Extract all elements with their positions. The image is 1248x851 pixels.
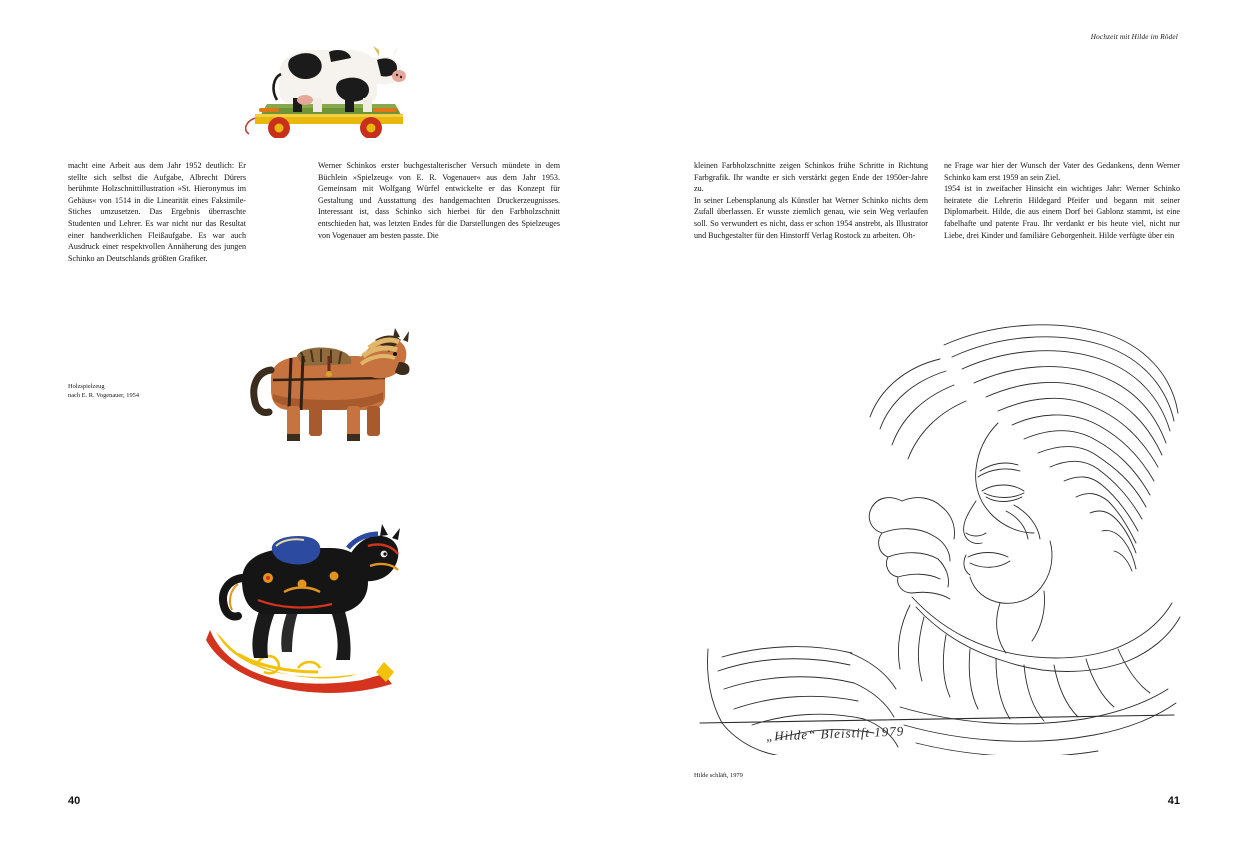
paragraph: kleinen Farbholzschnitte zeigen Schinkos frühe Schritte in Richtung Farbgrafik. Ihr wandte er sich verstärkt gegen Ende der 1950er-Jahre zu. In seiner Lebensplanung als Künstler hat Werner Schinko nichts dem Zufall überlassen. Er wusste ziemlich genau, wie sein Weg verlaufen soll. So verwundert es nicht, dass er schon 1954 anstrebt, als Illustrator und Buchgestalter für den Hinstorff Verlag Rostock zu arbeiten. Oh- [694, 161, 928, 240]
paragraph: ne Frage war hier der Wunsch der Vater des Gedankens, denn Werner Schinko kam erst 1959 an sein Ziel. 1954 ist in zweifacher Hinsicht ein wichtiges Jahr: Werner Schinko heiratete die Lehrerin Hildegard Pfeifer und begann mit seiner Diplomarbeit. Hilde, die aus einem Dorf bei Gablonz stammt, ist eine fabelhafte und patente Frau. Ihr verdankt er bis heute viel, nicht nur Liebe, drei Kinder und familiäre Geborgenheit. Hilde verfügte über ein [944, 161, 1180, 240]
body-text-column-2 [318, 160, 560, 241]
pencil-drawing-sleeping-hilde [694, 305, 1181, 755]
caption-wooden-toys [68, 382, 218, 401]
drawing-signature: „Hilde“ Bleistift 1979 [765, 723, 905, 744]
caption-text: Holzspielzeug nach E. R. Vogenauer, 1954 [68, 383, 140, 400]
running-head: Hochzeit mit Hilde im Rödel [1090, 33, 1178, 41]
folio-right: 41 [1167, 795, 1180, 807]
caption-drawing [694, 771, 874, 780]
paragraph: Werner Schinkos erster buchgestalterischer Versuch mündete in dem Büchlein »Spielzeug« von E. R. Vogenauer« aus dem Jahr 1953. Gemeinsam mit Wolfgang Würfel entwickelte er das Konzept für Gestaltung und Ausstattung des handgemachten Druckerzeugnisses. Interessant ist, dass Schinko sich hierbei für den Farbholzschnitt entschieden hat, was letzten Endes für die Darstellungen des Spielzeuges von Vogenauer am besten passte. Die [318, 161, 560, 240]
wooden-rocking-horse-toy [198, 522, 423, 698]
body-text-column-4 [944, 160, 1180, 241]
wooden-draft-horse-toy [243, 322, 419, 454]
page-right [624, 0, 1248, 851]
body-text-column-3 [694, 160, 928, 241]
caption-text: Hilde schläft, 1979 [694, 772, 743, 779]
body-text-column-1 [68, 160, 246, 264]
wooden-cow-pull-toy [245, 18, 413, 138]
paragraph: macht eine Arbeit aus dem Jahr 1952 deutlich: Er stellte sich selbst die Aufgabe, Albrecht Dürers berühmte Holzschnittillustration »St. Hieronymus im Gehäus« von 1514 in die Linearität eines Faksimile-Stiches umzusetzen. Das Ergebnis überraschte Studenten und Lehrer. Es war nicht nur das Resultat einer handwerklichen Fleißaufgabe. Es war auch Ausdruck einer respektvollen Annäherung des jungen Schinko an Deutschlands größten Grafiker. [68, 161, 246, 263]
folio-left: 40 [68, 795, 81, 807]
